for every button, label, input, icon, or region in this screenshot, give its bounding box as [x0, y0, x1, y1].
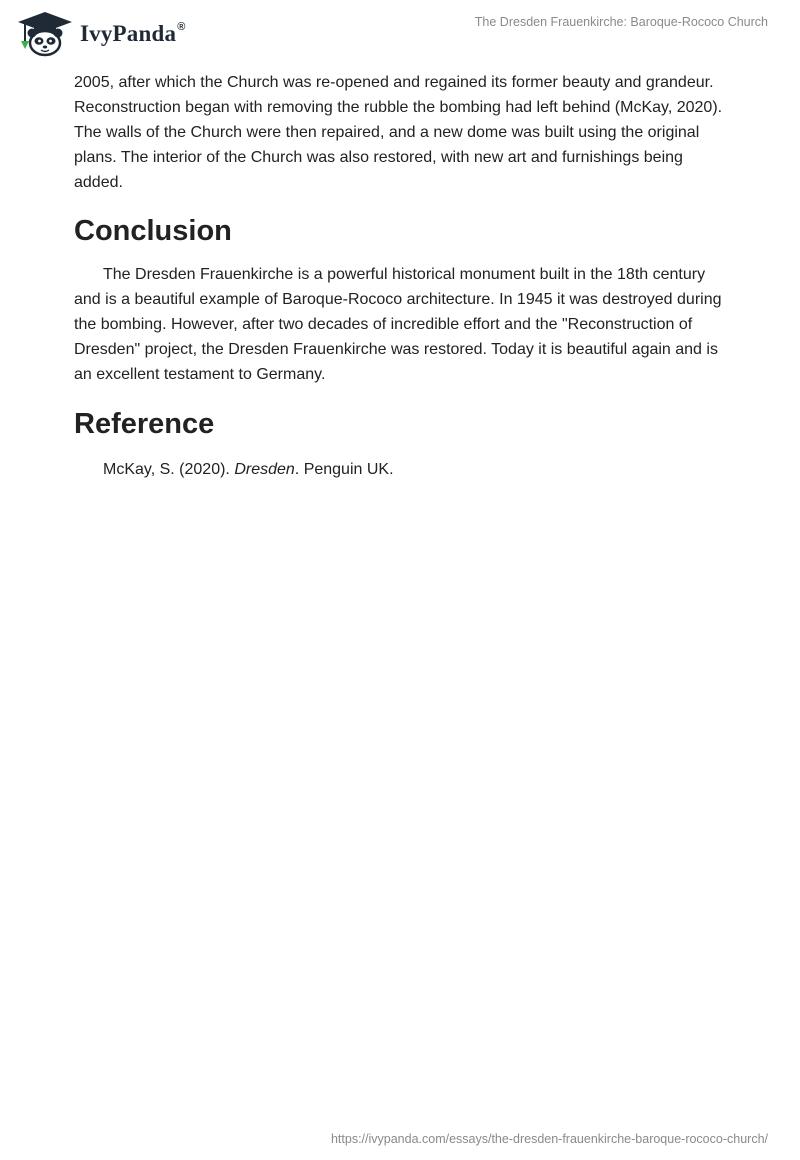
brand-name: IvyPanda®	[80, 21, 186, 46]
source-url[interactable]: https://ivypanda.com/essays/the-dresden-frauenkirche-baroque-rococo-church/	[330, 1132, 768, 1146]
page-header	[0, 0, 800, 66]
reference-title: Dresden	[234, 461, 295, 478]
intro-paragraph: 2005, after which the Church was re-opened and regained its former beauty and grandeur. Reconstruction began with removing the rubble the bombing had left behind (McKay, 2020). The walls of the Church were then repaired, and a new dome was built using the original plans. The interior of the Church was also restored, with new art and furnishings being added.	[74, 74, 723, 191]
essay-content	[74, 70, 724, 482]
document-title: The Dresden Frauenkirche: Baroque-Rococo Church	[474, 15, 768, 29]
conclusion-heading: Conclusion	[74, 215, 232, 247]
reference-heading: Reference	[74, 408, 215, 440]
reference-author-year: McKay, S. (2020).	[103, 461, 235, 478]
conclusion-paragraph: The Dresden Frauenkirche is a powerful historical monument built in the 18th century and is a beautiful example of Baroque-Rococo architecture. In 1945 it was destroyed during the bombing. However, after two decades of incredible effort and the "Reconstruction of Dresden" project, the Dresden Frauenkirche was restored. Today it is beautiful again and is an excellent testament to Germany.	[74, 266, 722, 383]
reference-entry	[74, 457, 724, 482]
panda-graduate-icon	[16, 11, 74, 57]
ivypanda-logo[interactable]	[16, 10, 186, 58]
reference-publisher: . Penguin UK.	[294, 461, 394, 478]
